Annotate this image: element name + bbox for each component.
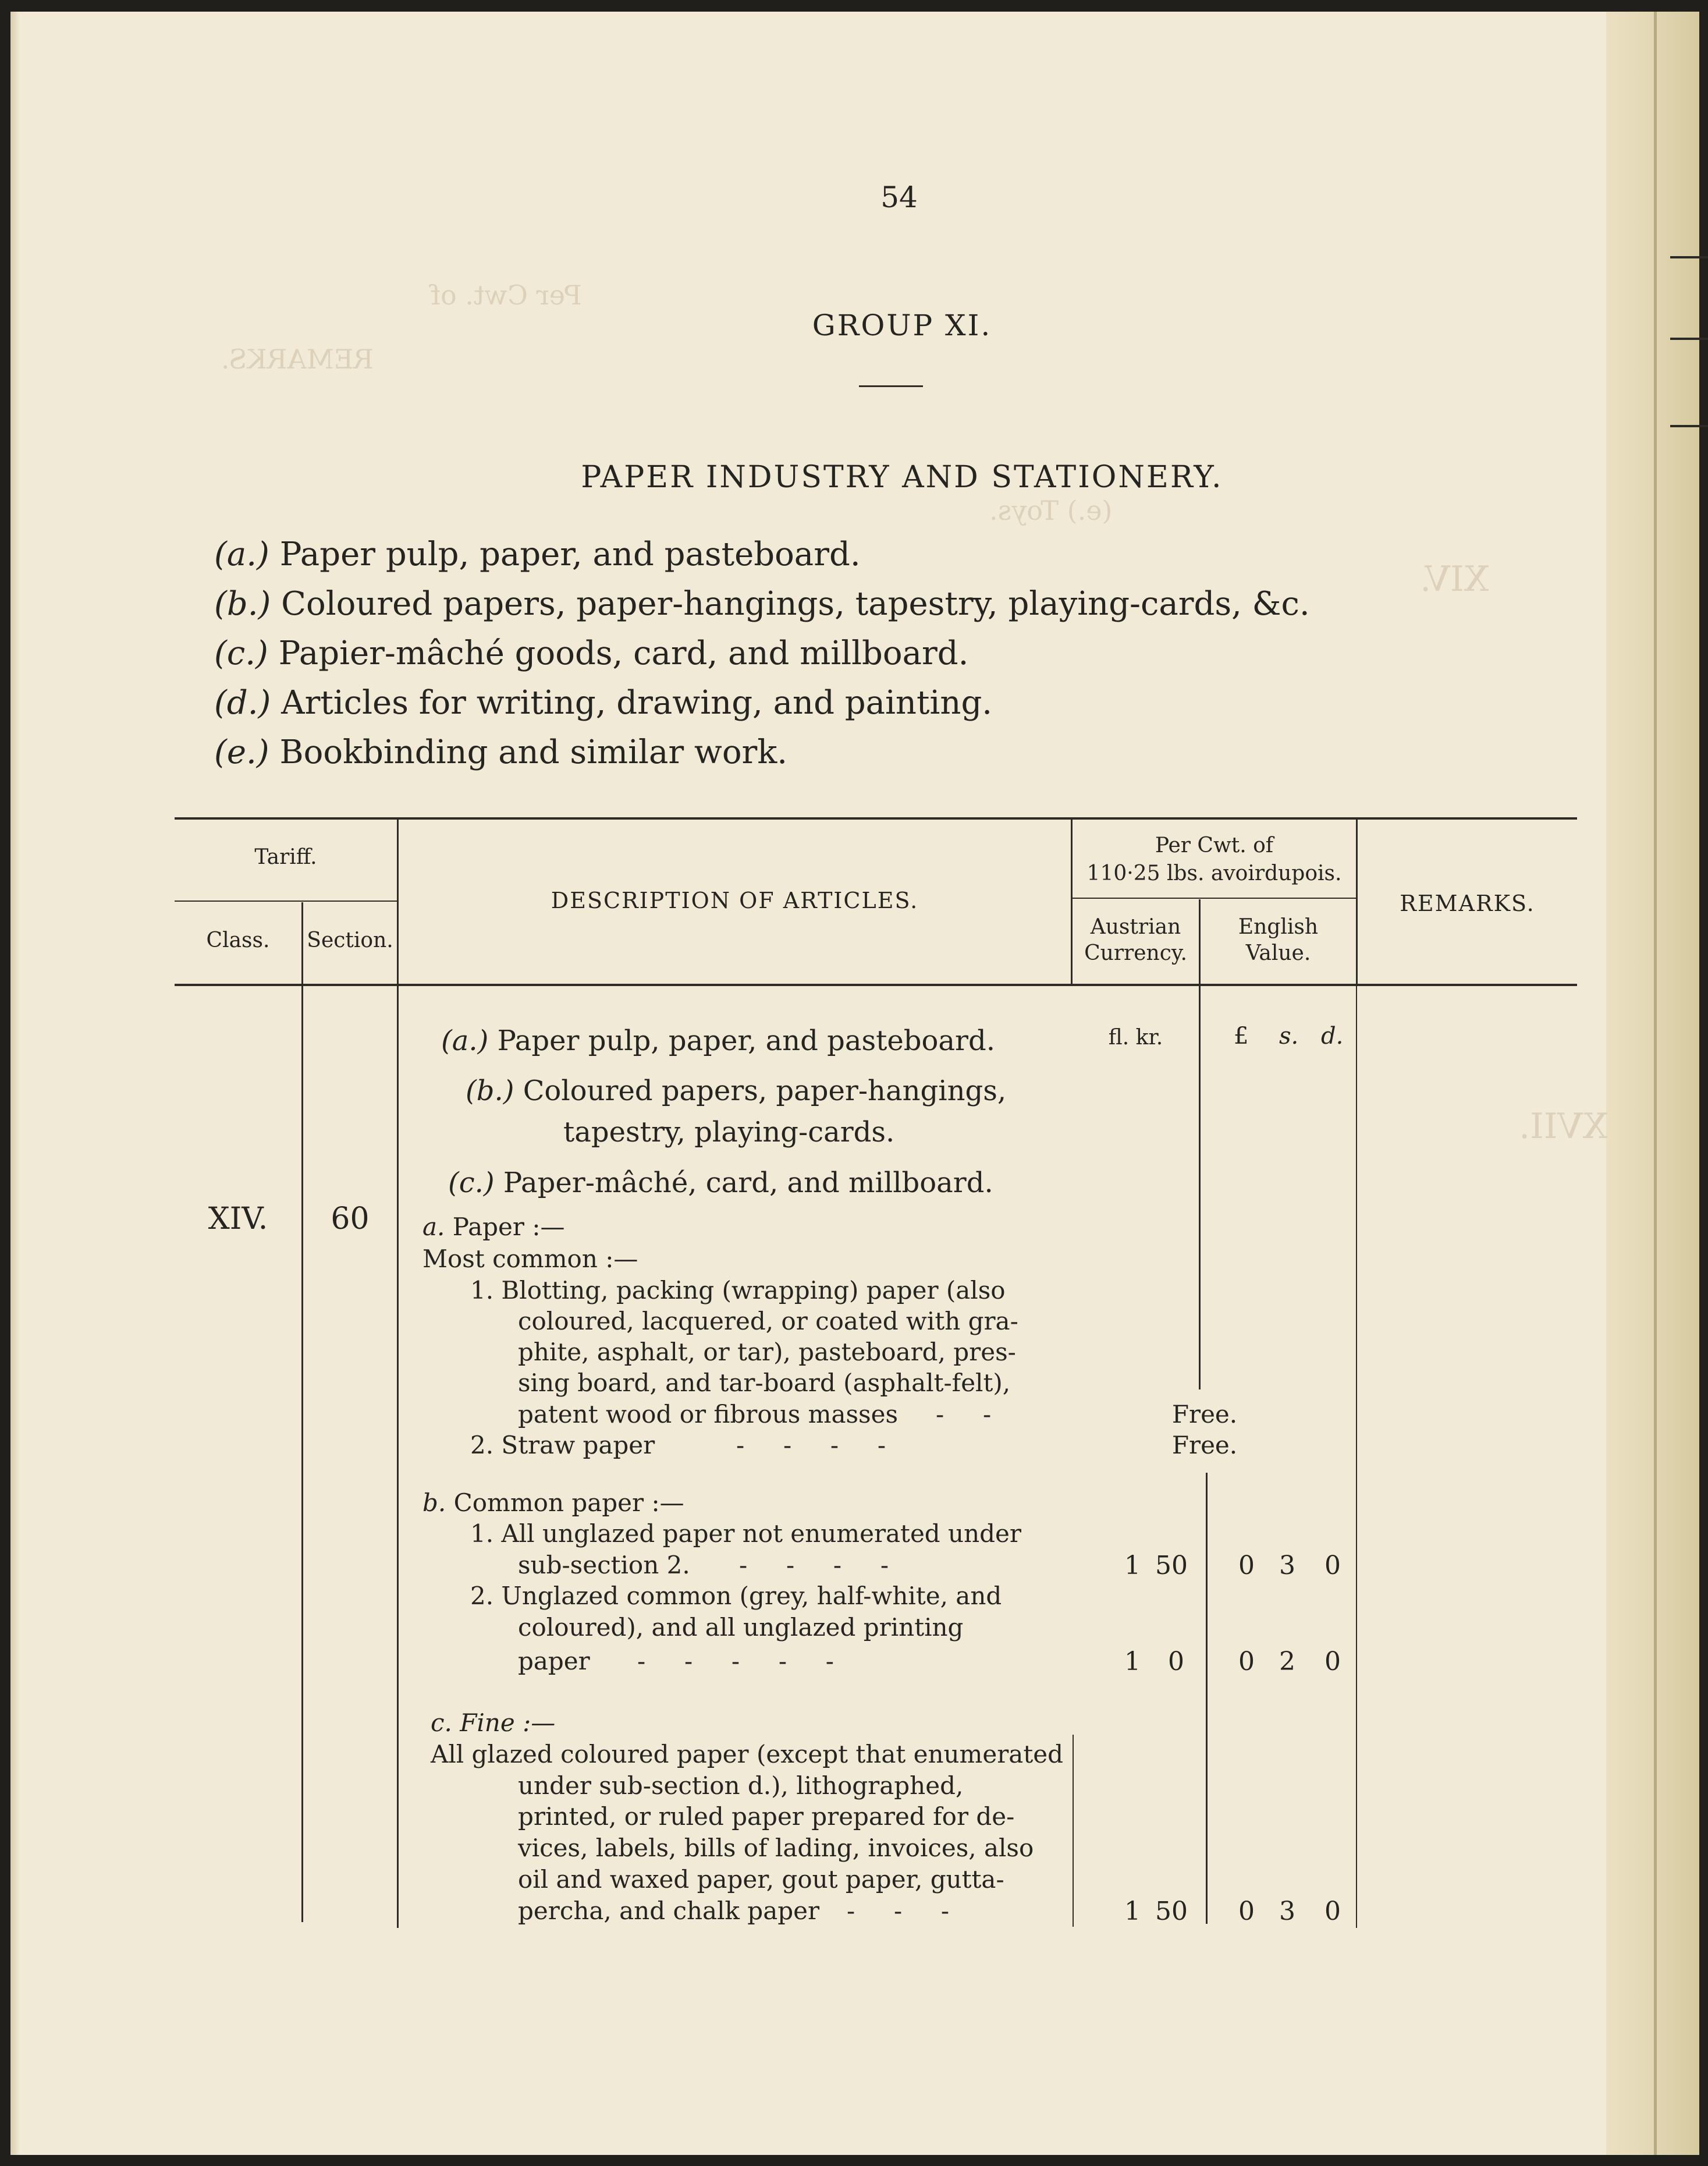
leader-dots: - - - - xyxy=(739,1551,889,1579)
title-rule xyxy=(859,385,923,387)
header-remarks: REMARKS. xyxy=(1400,891,1535,916)
header-description: DESCRIPTION OF ARTICLES. xyxy=(551,888,919,913)
leader-dots: - - - - xyxy=(736,1431,886,1459)
subsection-letter: c. xyxy=(431,1708,452,1737)
contents-item xyxy=(214,536,861,573)
unit-shilling: s. xyxy=(1279,1023,1299,1050)
table-header-rule xyxy=(175,984,1577,986)
subsection-letter: b. xyxy=(422,1488,446,1517)
contents-text: Papier-mâché goods, card, and millboard. xyxy=(278,634,969,672)
section-heading xyxy=(441,1024,995,1057)
class-cell: XIV. xyxy=(208,1201,268,1236)
show-through-text: XIV. xyxy=(1420,559,1489,600)
subsection-letter: a. xyxy=(422,1213,445,1241)
austrian-kreuzer: 0 xyxy=(1168,1647,1184,1676)
entry-text: printed, or ruled paper prepared for de- xyxy=(518,1802,1015,1831)
show-through-text: XVII. xyxy=(1519,1106,1608,1147)
table-top-rule xyxy=(175,817,1577,820)
header-tariff: Tariff. xyxy=(254,845,317,869)
subsection-title xyxy=(422,1488,684,1517)
contents-letter: (c.) xyxy=(214,634,268,672)
english-pence: 0 xyxy=(1325,1551,1341,1580)
entry-text: coloured, lacquered, or coated with gra- xyxy=(518,1307,1018,1335)
contents-letter: (a.) xyxy=(214,536,269,573)
header-austrian: Currency. xyxy=(1084,941,1187,965)
subsection-text: Common paper :— xyxy=(453,1488,684,1517)
column-divider xyxy=(301,985,303,1922)
header-per-cwt: Per Cwt. of xyxy=(1155,834,1274,857)
page-fold-edge xyxy=(1606,12,1699,2155)
section-heading-letter: (c.) xyxy=(448,1167,495,1199)
entry-text: sub-section 2. xyxy=(518,1551,690,1579)
unit-austrian: fl. kr. xyxy=(1108,1026,1163,1050)
entry-text: All glazed coloured paper (except that enumerated xyxy=(431,1740,1063,1768)
column-divider xyxy=(1356,985,1357,1928)
group-subtitle: PAPER INDUSTRY AND STATIONERY. xyxy=(581,460,1223,495)
entry-text: 1. Blotting, packing (wrapping) paper (also xyxy=(470,1276,1006,1304)
subheading: Most common :— xyxy=(422,1245,638,1273)
contents-text: Paper pulp, paper, and pasteboard. xyxy=(279,536,861,573)
leader-dots: - - - xyxy=(847,1896,950,1925)
tariff-rule xyxy=(175,901,397,902)
section-heading-letter: (a.) xyxy=(441,1024,489,1057)
section-heading-text: Coloured papers, paper-hangings, xyxy=(523,1075,1007,1107)
entry-text: sing board, and tar-board (asphalt-felt), xyxy=(518,1369,1011,1397)
per-cwt-rule xyxy=(1072,898,1356,899)
column-divider xyxy=(397,985,399,1928)
column-divider xyxy=(1073,1735,1074,1927)
entry-text: under sub-section d.), lithographed, xyxy=(518,1771,964,1800)
section-heading-letter: (b.) xyxy=(466,1075,514,1107)
section-heading-text: Paper pulp, paper, and pasteboard. xyxy=(497,1024,995,1057)
column-divider xyxy=(1199,985,1201,1389)
entry-text: patent wood or fibrous masses xyxy=(518,1400,899,1428)
contents-text: Articles for writing, drawing, and painting. xyxy=(281,684,993,722)
contents-text: Coloured papers, paper-hangings, tapestry, playing-cards, &c. xyxy=(281,585,1310,623)
column-divider xyxy=(1206,1473,1208,1924)
section-heading xyxy=(563,1116,894,1148)
english-shillings: 3 xyxy=(1279,1896,1295,1926)
edge-tick-mark xyxy=(1670,256,1708,258)
group-title: GROUP XI. xyxy=(812,309,992,342)
entry-text: oil and waxed paper, gout paper, gutta- xyxy=(518,1865,1004,1894)
austrian-florins: 1 xyxy=(1124,1551,1141,1580)
contents-item xyxy=(214,585,1310,623)
english-pence: 0 xyxy=(1325,1896,1341,1926)
section-heading-text: tapestry, playing-cards. xyxy=(563,1116,895,1148)
english-shillings: 3 xyxy=(1279,1551,1295,1580)
entry-text: phite, asphalt, or tar), pasteboard, pres- xyxy=(518,1338,1016,1366)
austrian-kreuzer: 50 xyxy=(1155,1896,1188,1926)
austrian-florins: 1 xyxy=(1124,1647,1141,1676)
contents-item xyxy=(214,684,992,722)
subsection-text: Paper :— xyxy=(452,1213,565,1241)
contents-letter: (d.) xyxy=(214,684,271,722)
entry-text: 2. Straw paper xyxy=(470,1431,655,1459)
contents-letter: (e.) xyxy=(214,733,269,771)
duty-value: Free. xyxy=(1171,1400,1238,1428)
header-section: Section. xyxy=(307,928,393,952)
subsection-title xyxy=(431,1708,555,1737)
page-fold-line xyxy=(1654,12,1657,2155)
show-through-text: Per Cwt. of xyxy=(431,279,582,311)
section-cell: 60 xyxy=(331,1201,370,1236)
section-heading xyxy=(466,1075,1006,1107)
english-pence: 0 xyxy=(1325,1647,1341,1676)
contents-text: Bookbinding and similar work. xyxy=(279,733,788,771)
contents-item xyxy=(214,733,787,771)
austrian-florins: 1 xyxy=(1124,1896,1141,1926)
duty-value: Free. xyxy=(1171,1431,1238,1459)
header-class: Class. xyxy=(206,928,270,952)
english-pounds: 0 xyxy=(1238,1647,1255,1676)
subsection-title xyxy=(422,1213,564,1241)
unit-pound: £ xyxy=(1234,1023,1249,1050)
edge-tick-mark xyxy=(1670,425,1708,427)
entry-text: vices, labels, bills of lading, invoices, also xyxy=(518,1834,1034,1862)
header-per-cwt: 110·25 lbs. avoirdupois. xyxy=(1086,862,1342,885)
entry-text: paper xyxy=(518,1647,590,1675)
section-heading-text: Paper-mâché, card, and millboard. xyxy=(503,1167,993,1199)
page-number: 54 xyxy=(880,180,918,214)
entry-text: 1. All unglazed paper not enumerated under xyxy=(470,1519,1021,1548)
show-through-text: REMARKS. xyxy=(221,343,374,375)
leader-dots: - - xyxy=(936,1400,992,1428)
english-shillings: 2 xyxy=(1279,1647,1295,1676)
entry-text: percha, and chalk paper xyxy=(518,1896,820,1925)
edge-tick-mark xyxy=(1670,338,1708,340)
english-pounds: 0 xyxy=(1238,1896,1255,1926)
header-english: Value. xyxy=(1245,941,1311,965)
contents-letter: (b.) xyxy=(214,585,271,623)
leader-dots: - - - - - xyxy=(637,1647,834,1675)
entry-text: 2. Unglazed common (grey, half-white, and xyxy=(470,1582,1002,1610)
page-gutter-shadow xyxy=(10,12,20,2155)
english-pounds: 0 xyxy=(1238,1551,1255,1580)
show-through-text: (e.) Toys. xyxy=(989,495,1113,526)
header-austrian: Austrian xyxy=(1090,915,1181,939)
entry-text: coloured), and all unglazed printing xyxy=(518,1613,964,1642)
subsection-text: Fine :— xyxy=(460,1708,556,1737)
austrian-kreuzer: 50 xyxy=(1155,1551,1188,1580)
section-heading xyxy=(448,1167,993,1199)
unit-pence: d. xyxy=(1321,1023,1344,1050)
contents-item xyxy=(214,634,968,672)
header-english: English xyxy=(1238,915,1319,939)
